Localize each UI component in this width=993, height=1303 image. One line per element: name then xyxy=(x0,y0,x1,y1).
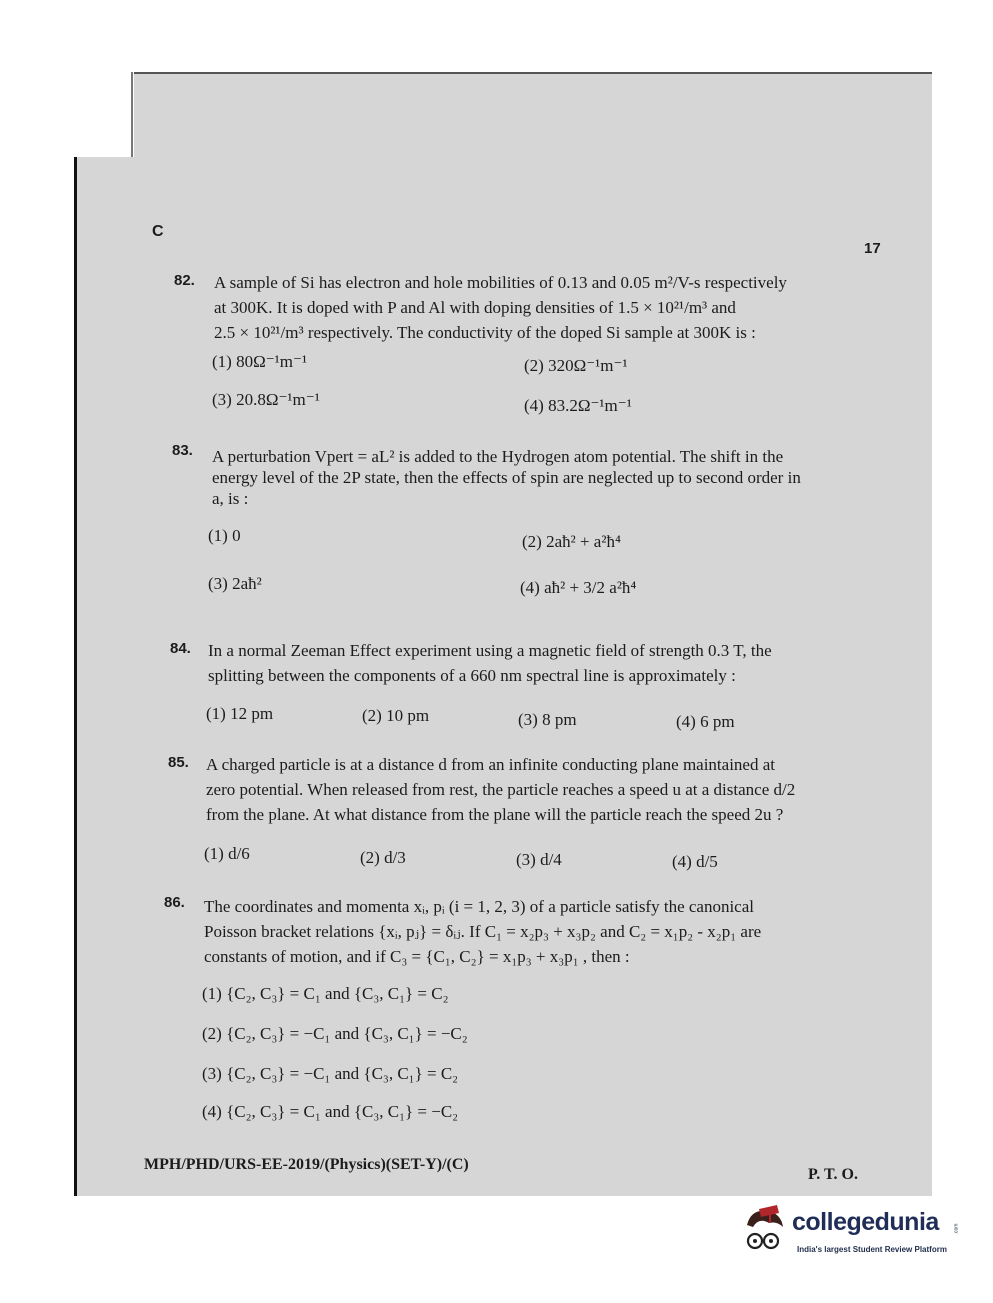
option: (4) d/5 xyxy=(672,852,718,871)
question-82-text xyxy=(214,270,884,345)
option: (1) 12 pm xyxy=(206,704,274,723)
option: (4) aħ² + 3/2 a²ħ⁴ xyxy=(520,578,637,597)
text-line: A charged particle is at a distance d from an infinite conducting plane maintained at xyxy=(206,755,775,774)
text-line: from the plane. At what distance from the plane will the particle reach the speed 2u ? xyxy=(206,805,784,824)
page-corner-flap xyxy=(74,72,134,157)
question-number: 85. xyxy=(168,754,189,771)
question-85-text xyxy=(206,752,876,827)
question-number: 84. xyxy=(170,640,191,657)
brand-name: collegedunia xyxy=(792,1208,939,1236)
text-line: zero potential. When released from rest, the particle reaches a speed u at a distance d/2 xyxy=(206,780,796,799)
text-line: The coordinates and momenta xᵢ, pᵢ (i = 1, 2, 3) of a particle satisfy the canonical xyxy=(204,897,754,916)
brand-tagline: India's largest Student Review Platform xyxy=(797,1245,947,1254)
option: (1) {C₂, C₃} = C₁ and {C₃, C₁} = C₂ xyxy=(202,984,449,1003)
option: (4) {C₂, C₃} = C₁ and {C₃, C₁} = −C₂ xyxy=(202,1102,459,1121)
option: (2) 320Ω⁻¹m⁻¹ xyxy=(524,356,628,375)
option: (3) 2aħ² xyxy=(208,574,262,593)
brand-com: .com xyxy=(953,1223,960,1235)
option: (2) 10 pm xyxy=(362,706,430,725)
text-line: at 300K. It is doped with P and Al with doping densities of 1.5 × 10²¹/m³ and xyxy=(214,298,736,317)
pto-label: P. T. O. xyxy=(808,1166,858,1183)
paper-code: MPH/PHD/URS-EE-2019/(Physics)(SET-Y)/(C) xyxy=(144,1156,469,1173)
question-84-text xyxy=(208,638,878,688)
mascot-icon xyxy=(733,1203,793,1263)
option: (2) {C₂, C₃} = −C₁ and {C₃, C₁} = −C₂ xyxy=(202,1024,468,1043)
page-edge xyxy=(131,72,133,157)
text-line: a, is : xyxy=(212,489,249,508)
option: (3) d/4 xyxy=(516,850,562,869)
text-line: energy level of the 2P state, then the effects of spin are neglected up to second order in xyxy=(212,468,801,487)
text-line: In a normal Zeeman Effect experiment using a magnetic field of strength 0.3 T, the xyxy=(208,641,772,660)
text-line: A sample of Si has electron and hole mobilities of 0.13 and 0.05 m²/V-s respectively xyxy=(214,273,787,292)
question-number: 82. xyxy=(174,272,195,289)
question-number: 83. xyxy=(172,442,193,459)
option: (3) {C₂, C₃} = −C₁ and {C₃, C₁} = C₂ xyxy=(202,1064,459,1083)
text-line: Poisson bracket relations {xᵢ, pⱼ} = δᵢⱼ. If C₁ = x₂p₃ + x₃p₂ and C₂ = x₁p₂ - x₂p₁ are xyxy=(204,922,762,941)
option: (2) d/3 xyxy=(360,848,406,867)
text-line: 2.5 × 10²¹/m³ respectively. The conductivity of the doped Si sample at 300K is : xyxy=(214,323,756,342)
question-number: 86. xyxy=(164,894,185,911)
text-line: A perturbation Vpert = aL² is added to the Hydrogen atom potential. The shift in the xyxy=(212,447,784,466)
option: (3) 8 pm xyxy=(518,710,577,729)
option: (2) 2aħ² + a²ħ⁴ xyxy=(522,532,621,551)
option: (4) 83.2Ω⁻¹m⁻¹ xyxy=(524,396,632,415)
question-83-text xyxy=(212,446,882,509)
text-line: splitting between the components of a 660 nm spectral line is approximately : xyxy=(208,666,736,685)
option: (1) 0 xyxy=(208,526,241,545)
option: (3) 20.8Ω⁻¹m⁻¹ xyxy=(212,390,320,409)
set-letter: C xyxy=(152,223,164,240)
option: (1) d/6 xyxy=(204,844,250,863)
option: (1) 80Ω⁻¹m⁻¹ xyxy=(212,352,308,371)
page-number: 17 xyxy=(864,240,881,257)
text-line: constants of motion, and if C₃ = {C₁, C₂} = x₁p₃ + x₃p₁ , then : xyxy=(204,947,630,966)
question-86-text xyxy=(204,894,876,969)
option: (4) 6 pm xyxy=(676,712,735,731)
mascot-logo xyxy=(733,1203,793,1263)
